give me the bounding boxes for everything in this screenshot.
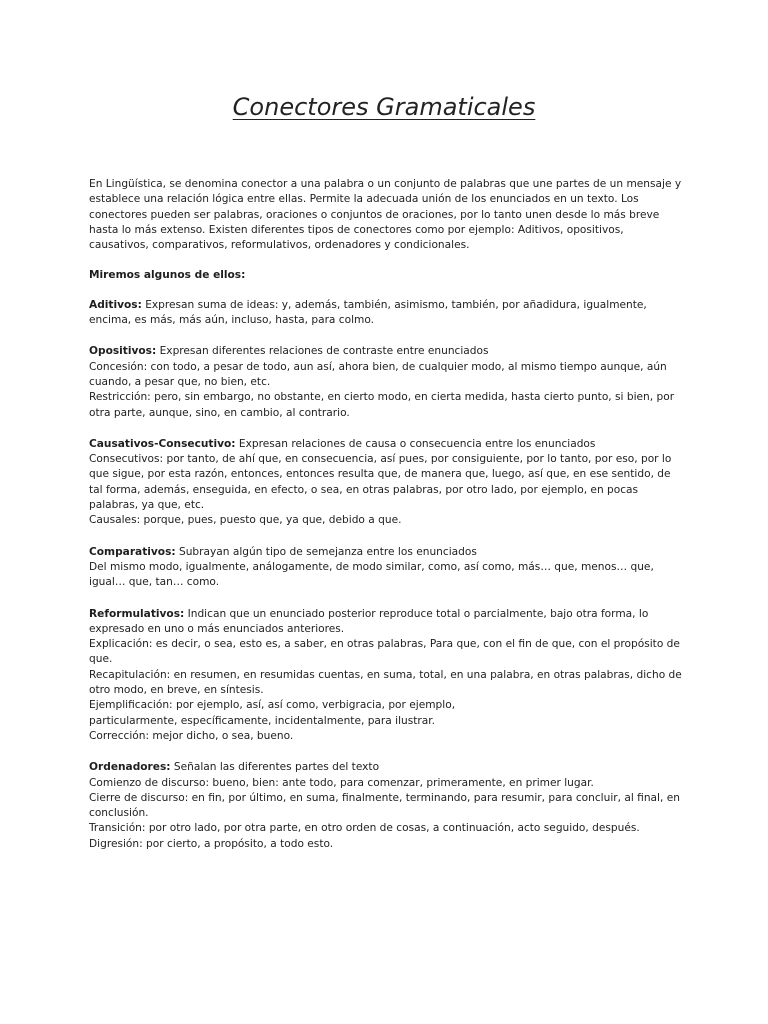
document-body	[89, 177, 685, 868]
section-description: Expresan diferentes relaciones de contraste entre enunciados	[156, 345, 489, 358]
connector-section	[89, 298, 685, 329]
intro-paragraph: En Lingüística, se denomina conector a una palabra o un conjunto de palabras que une partes de un mensaje y establece una relación lógica entre ellas. Permite la adecuada unión de los enunciados en un texto. Los conectores pueden ser palabras, oraciones o conjuntos de oraciones, por lo tanto unen desde lo más breve hasta lo más extenso. Existen diferentes tipos de conectores como por ejemplo: Aditivos, opositivos, causativos, comparativos, reformulativos, ordenadores y condicionales.	[89, 178, 682, 252]
section-line: Corrección: mejor dicho, o sea, bueno.	[89, 729, 294, 742]
section-line: Del mismo modo, igualmente, análogamente, de modo similar, como, así como, más… que, menos… que, igual… que, tan… como.	[89, 560, 654, 589]
section-heading: Opositivos:	[89, 345, 157, 358]
section-intro-line	[89, 607, 685, 638]
connector-section	[89, 344, 685, 420]
section-line: Ejemplificación: por ejemplo, así, así como, verbigracia, por ejemplo,	[89, 699, 456, 712]
section-heading: Ordenadores:	[89, 761, 171, 774]
section-line: Explicación: es decir, o sea, esto es, a saber, en otras palabras, Para que, con el fin de que, con el propósito de que.	[89, 638, 680, 666]
section-description: Señalan las diferentes partes del texto	[170, 761, 380, 774]
section-description: Indican que un enunciado posterior reproduce total o parcialmente, bajo otra forma, lo expresado en uno o más enunciados anteriores.	[89, 607, 649, 635]
section-intro-line	[89, 344, 685, 359]
section-description: Expresan relaciones de causa o consecuencia entre los enunciados	[235, 437, 596, 450]
section-line: Causales: porque, pues, puesto que, ya que, debido a que.	[89, 514, 402, 527]
section-heading: Aditivos:	[89, 298, 142, 311]
connector-section	[89, 607, 685, 745]
sections-container	[89, 298, 685, 852]
section-line: Digresión: por cierto, a propósito, a todo esto.	[89, 837, 334, 850]
section-intro-line	[89, 760, 685, 775]
section-line: Restricción: pero, sin embargo, no obstante, en cierto modo, en cierta medida, hasta cierto punto, si bien, por otra parte, aunque, sino, en cambio, al contrario.	[89, 391, 675, 419]
section-line: Concesión: con todo, a pesar de todo, aun así, ahora bien, de cualquier modo, al mismo tiempo aunque, aún cuando, a pesar que, no bien, etc.	[89, 360, 667, 388]
section-intro-line	[89, 298, 685, 329]
section-line: particularmente, específicamente, incidentalmente, para ilustrar.	[89, 714, 435, 727]
connector-section	[89, 545, 685, 591]
section-heading: Reformulativos:	[89, 607, 185, 620]
section-line: Cierre de discurso: en fin, por último, en suma, finalmente, terminando, para resumir, para concluir, al final, en conclusión.	[89, 791, 680, 820]
section-line: Consecutivos: por tanto, de ahí que, en consecuencia, así pues, por consiguiente, por lo tanto, por eso, por lo que sigue, por esta razón, entonces, entonces resulta que, de manera que, luego, así que, en ese sentido, de tal forma, además, enseguida, en efecto, o sea, en otras palabras, por otro lado, por ejemplo, en pocas palabras, ya que, etc.	[89, 453, 672, 512]
section-intro-line	[89, 545, 685, 560]
section-description: Expresan suma de ideas: y, además, también, asimismo, también, por añadidura, igualmente, encima, es más, más aún, incluso, hasta, para colmo.	[89, 298, 647, 327]
connector-section	[89, 437, 685, 529]
section-heading: Comparativos:	[89, 545, 176, 558]
connector-section	[89, 760, 685, 852]
page-title	[0, 90, 768, 124]
lead-heading: Miremos algunos de ellos:	[89, 269, 246, 282]
section-line: Comienzo de discurso: bueno, bien: ante todo, para comenzar, primeramente, en primer lugar.	[89, 776, 594, 789]
section-heading: Causativos-Consecutivo:	[89, 437, 236, 450]
page-title-text: Conectores Gramaticales	[232, 93, 536, 121]
section-description: Subrayan algún tipo de semejanza entre los enunciados	[175, 545, 477, 558]
section-intro-line	[89, 437, 685, 452]
section-line: Recapitulación: en resumen, en resumidas cuentas, en suma, total, en una palabra, en otras palabras, dicho de otro modo, en breve, en síntesis.	[89, 668, 682, 697]
section-line: Transición: por otro lado, por otra parte, en otro orden de cosas, a continuación, acto seguido, después.	[89, 822, 640, 835]
